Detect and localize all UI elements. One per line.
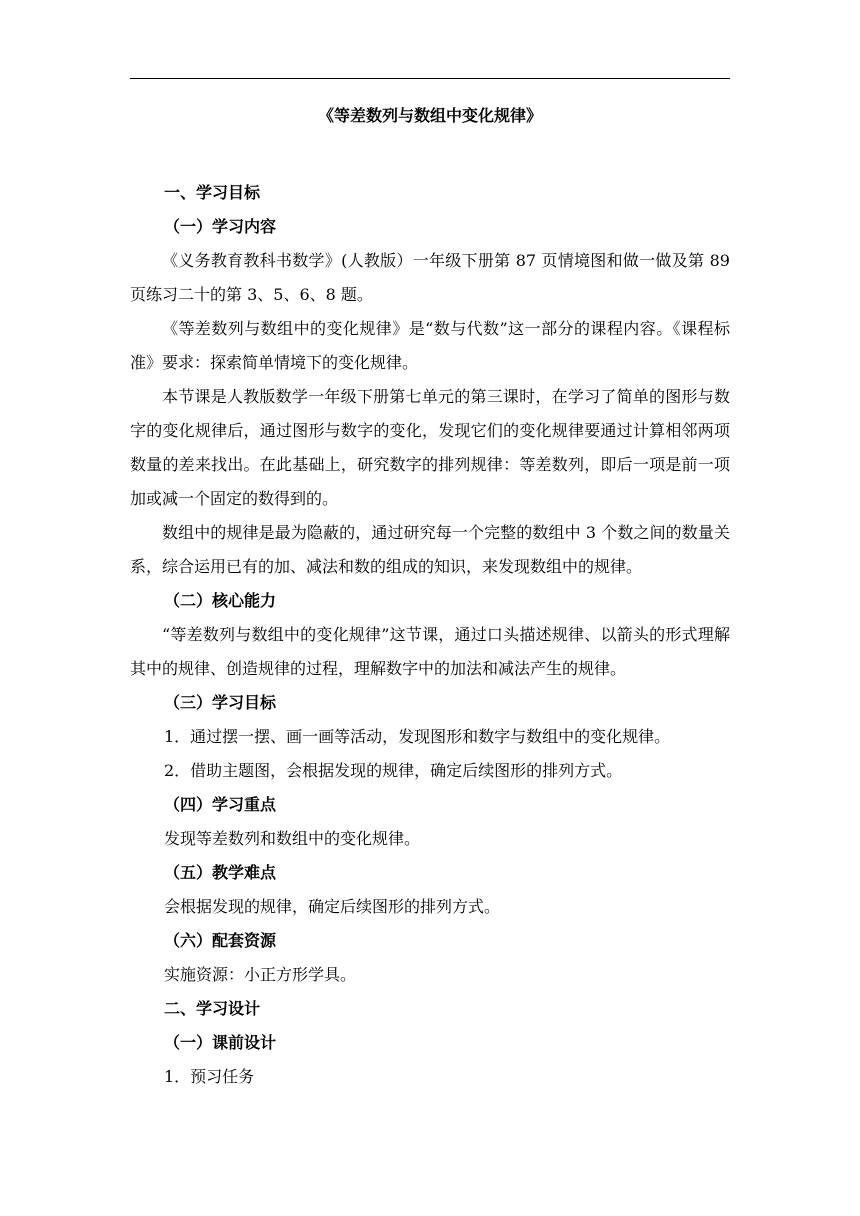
document-body	[130, 176, 730, 1094]
paragraph-lesson-overview: 本节课是人教版数学一年级下册第七单元的第三课时，在学习了简单的图形与数字的变化规律后，通过图形与数字的变化，发现它们的变化规律要通过计算相邻两项数量的差来找出。在此基础上，研究数字的排列规律：等差数列，即后一项是前一项加或减一个固定的数得到的。	[130, 387, 730, 508]
paragraph-curriculum-standard: 《等差数列与数组中的变化规律》是“数与代数”这一部分的课程内容。《课程标准》要求：探索简单情境下的变化规律。	[130, 319, 730, 372]
difficulties-text: 会根据发现的规律，确定后续图形的排列方式。	[164, 897, 501, 916]
document-title: 《等差数列与数组中变化规律》	[317, 106, 542, 125]
header-rule	[130, 78, 730, 79]
key-points-text: 发现等差数列和数组中的变化规律。	[164, 829, 421, 848]
subheading-resources: （六）配套资源	[164, 931, 277, 950]
subheading-core-competency: （二）核心能力	[164, 591, 277, 610]
resources-text: 实施资源：小正方形学具。	[164, 965, 357, 984]
pre-class-item-1: 1．预习任务	[164, 1067, 255, 1086]
paragraph-array-patterns: 数组中的规律是最为隐蔽的，通过研究每一个完整的数组中 3 个数之间的数量关系，综合运用已有的加、减法和数的组成的知识，来发现数组中的规律。	[130, 523, 730, 576]
objective-item-1: 1．通过摆一摆、画一画等活动，发现图形和数字与数组中的变化规律。	[164, 727, 671, 746]
paragraph-textbook-reference: 《义务教育教科书数学》(人教版）一年级下册第 87 页情境图和做一做及第 89 页练习二十的第 3、5、6、8 题。	[130, 251, 730, 304]
subheading-key-points: （四）学习重点	[164, 795, 277, 814]
subheading-difficulties: （五）教学难点	[164, 863, 277, 882]
objective-item-2: 2．借助主题图，会根据发现的规律，确定后续图形的排列方式。	[164, 761, 623, 780]
subheading-pre-class-design: （一）课前设计	[164, 1033, 277, 1052]
subheading-learning-content: （一）学习内容	[164, 217, 277, 236]
section-heading-learning-goals: 一、学习目标	[164, 183, 261, 202]
section-heading-learning-design: 二、学习设计	[164, 999, 261, 1018]
paragraph-core-competency: “等差数列与数组中的变化规律”这节课，通过口头描述规律、以箭头的形式理解其中的规律、创造规律的过程，理解数字中的加法和减法产生的规律。	[130, 625, 730, 678]
subheading-learning-objectives: （三）学习目标	[164, 693, 277, 712]
